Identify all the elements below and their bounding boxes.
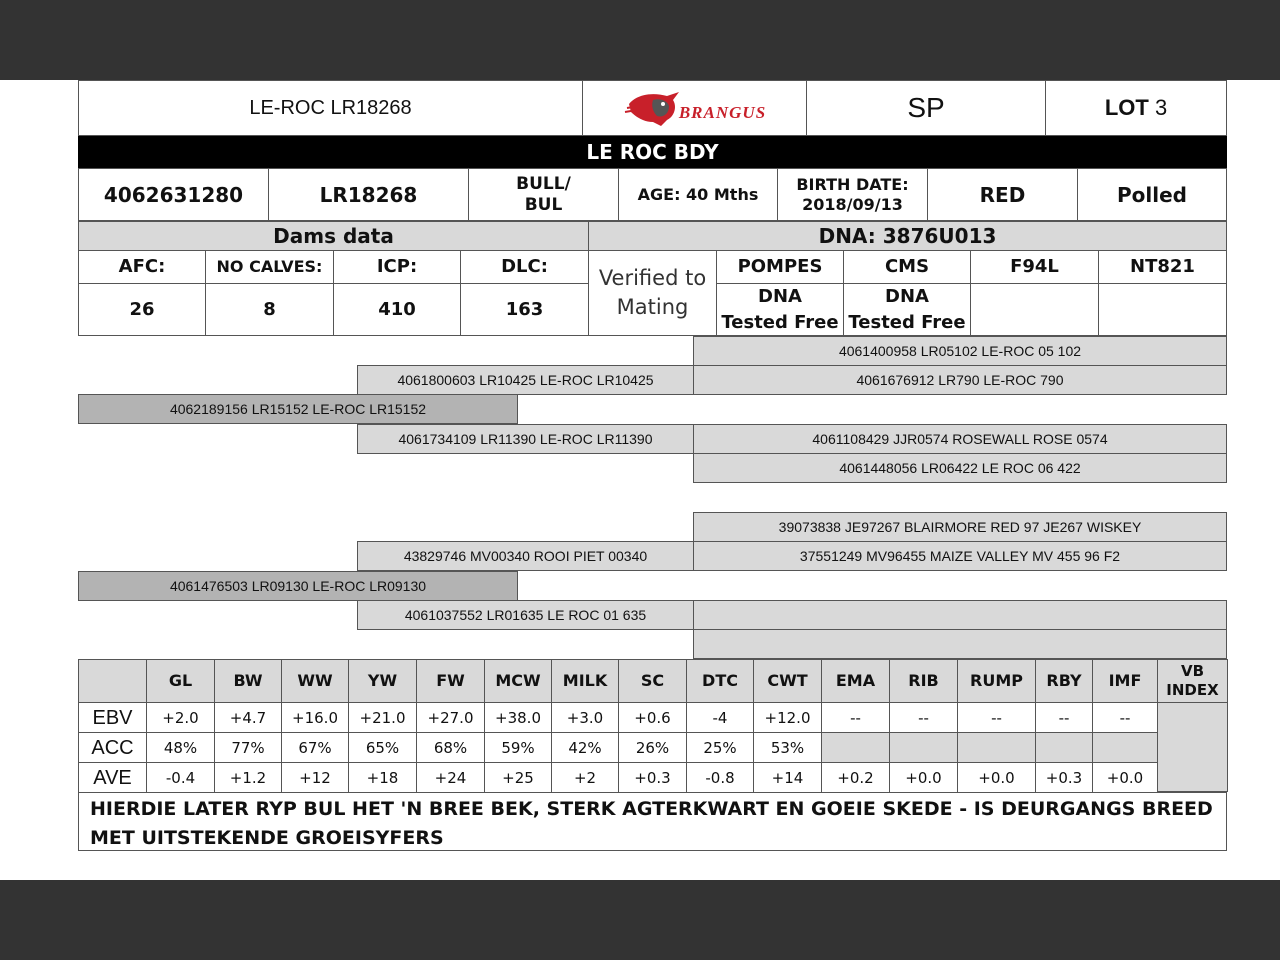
ebv-cell: +24 [416,762,485,793]
ebv-cell [957,732,1036,763]
ebv-cell: +14 [753,762,822,793]
ebv-cell: +0.0 [889,762,958,793]
animal-name: LE-ROC LR18268 [78,80,583,136]
ebv-cell: 77% [214,732,282,763]
ebv-cell: 59% [484,732,552,763]
ebv-cell: -- [1092,702,1158,733]
ebv-cell: 68% [416,732,485,763]
ebv-row-label-acc: ACC [78,732,147,763]
ebv-cell [1035,732,1093,763]
ebv-header-mcw: MCW [484,659,552,703]
bottom-bar [0,880,1280,960]
sex: BULL/ BUL [468,168,619,221]
dna-result-nt821 [1098,283,1227,336]
ebv-header-rby: RBY [1035,659,1093,703]
ebv-cell: -- [957,702,1036,733]
pedigree-dsd: 37551249 MV96455 MAIZE VALLEY MV 455 96 F2 [693,541,1227,571]
pedigree-dam-sire: 43829746 MV00340 ROOI PIET 00340 [357,541,694,571]
pedigree-dss: 39073838 JE97267 BLAIRMORE RED 97 JE267 WISKEY [693,512,1227,542]
dna-test-pompes: POMPES [716,250,844,284]
pedigree-dds [693,600,1227,630]
ebv-cell: +0.0 [1092,762,1158,793]
reg-number: LR18268 [268,168,469,221]
ebv-header-milk: MILK [551,659,619,703]
colour: RED [927,168,1078,221]
ebv-cell: 42% [551,732,619,763]
ebv-cell: -- [821,702,890,733]
ebv-header-sc: SC [618,659,687,703]
category: SP [806,80,1046,136]
ebv-cell: +0.6 [618,702,687,733]
icp-label: ICP: [333,250,461,284]
ebv-cell: +38.0 [484,702,552,733]
pedigree-sss: 4061400958 LR05102 LE-ROC 05 102 [693,336,1227,366]
pedigree-sds: 4061108429 JJR0574 ROSEWALL ROSE 0574 [693,424,1227,454]
lot-label: LOT [1104,94,1149,120]
ebv-table-corner [78,659,147,703]
pedigree-sire: 4062189156 LR15152 LE-ROC LR15152 [78,394,518,424]
dams-heading: Dams data [78,221,589,251]
ebv-cell: +0.3 [618,762,687,793]
ebv-cell: -0.8 [686,762,754,793]
ebv-cell [889,732,958,763]
dna-result-f94l [970,283,1099,336]
pedigree-sdd: 4061448056 LR06422 LE ROC 06 422 [693,453,1227,483]
ebv-header-rib: RIB [889,659,958,703]
vb-index-header: VB INDEX [1157,659,1228,703]
pedigree-sire-sire: 4061800603 LR10425 LE-ROC LR10425 [357,365,694,395]
icp-value: 410 [333,283,461,336]
ebv-cell: 67% [281,732,349,763]
dlc-label: DLC: [460,250,589,284]
dna-result-pompes: DNA Tested Free [716,283,844,336]
no-calves-value: 8 [205,283,334,336]
ebv-row-label-ave: AVE [78,762,147,793]
ebv-header-ema: EMA [821,659,890,703]
age: AGE: 40 Mths [618,168,778,221]
dlc-value: 163 [460,283,589,336]
afc-label: AFC: [78,250,206,284]
ebv-cell: -4 [686,702,754,733]
remarks: HIERDIE LATER RYP BUL HET 'N BREE BEK, STERK AGTERKWART EN GOEIE SKEDE - IS DEURGANGS BREED MET UITSTEKENDE GROEISYFERS [78,792,1227,851]
ebv-cell [821,732,890,763]
ebv-cell: 53% [753,732,822,763]
horn-status: Polled [1077,168,1227,221]
ebv-cell: +2 [551,762,619,793]
ebv-header-dtc: DTC [686,659,754,703]
ebv-cell: +27.0 [416,702,485,733]
ebv-header-cwt: CWT [753,659,822,703]
top-bar [0,0,1280,80]
ebv-cell: +25 [484,762,552,793]
pedigree-ddd [693,629,1227,659]
ebv-cell: +4.7 [214,702,282,733]
dna-test-nt821: NT821 [1098,250,1227,284]
logo-text: BRANGUS [678,102,767,122]
verified-to-mating: Verified to Mating [588,250,717,336]
ebv-cell: -0.4 [146,762,215,793]
ebv-cell: +2.0 [146,702,215,733]
pedigree-dam-dam: 4061037552 LR01635 LE ROC 01 635 [357,600,694,630]
dna-test-f94l: F94L [970,250,1099,284]
brangus-logo [582,80,807,136]
dna-test-cms: CMS [843,250,971,284]
pedigree-ssd: 4061676912 LR790 LE-ROC 790 [693,365,1227,395]
ebv-header-gl: GL [146,659,215,703]
ebv-cell: +3.0 [551,702,619,733]
vb-index-value [1157,702,1228,792]
ebv-header-yw: YW [348,659,417,703]
ebv-cell: +0.2 [821,762,890,793]
lot [1045,80,1227,136]
ebv-cell: 25% [686,732,754,763]
bull-head-icon [623,86,683,130]
ebv-cell: 48% [146,732,215,763]
ebv-cell: +12.0 [753,702,822,733]
ebv-header-fw: FW [416,659,485,703]
ebv-header-rump: RUMP [957,659,1036,703]
id-number: 4062631280 [78,168,269,221]
afc-value: 26 [78,283,206,336]
no-calves-label: NO CALVES: [205,250,334,284]
ebv-header-imf: IMF [1092,659,1158,703]
ebv-cell: -- [889,702,958,733]
dna-heading: DNA: 3876U013 [588,221,1227,251]
dna-result-cms: DNA Tested Free [843,283,971,336]
ebv-cell: +1.2 [214,762,282,793]
birth-date: BIRTH DATE: 2018/09/13 [777,168,928,221]
ebv-cell: +16.0 [281,702,349,733]
pedigree-sire-dam: 4061734109 LR11390 LE-ROC LR11390 [357,424,694,454]
ebv-cell: +0.0 [957,762,1036,793]
ebv-cell: 26% [618,732,687,763]
ebv-cell: +12 [281,762,349,793]
ebv-cell: +18 [348,762,417,793]
ebv-row-label-ebv: EBV [78,702,147,733]
ebv-header-ww: WW [281,659,349,703]
ebv-cell: +21.0 [348,702,417,733]
ebv-header-bw: BW [214,659,282,703]
ebv-cell: -- [1035,702,1093,733]
ebv-cell [1092,732,1158,763]
lot-number: 3 [1154,94,1168,120]
ebv-cell: +0.3 [1035,762,1093,793]
page-title: LE ROC BDY [78,136,1227,168]
ebv-cell: 65% [348,732,417,763]
pedigree-dam: 4061476503 LR09130 LE-ROC LR09130 [78,571,518,601]
